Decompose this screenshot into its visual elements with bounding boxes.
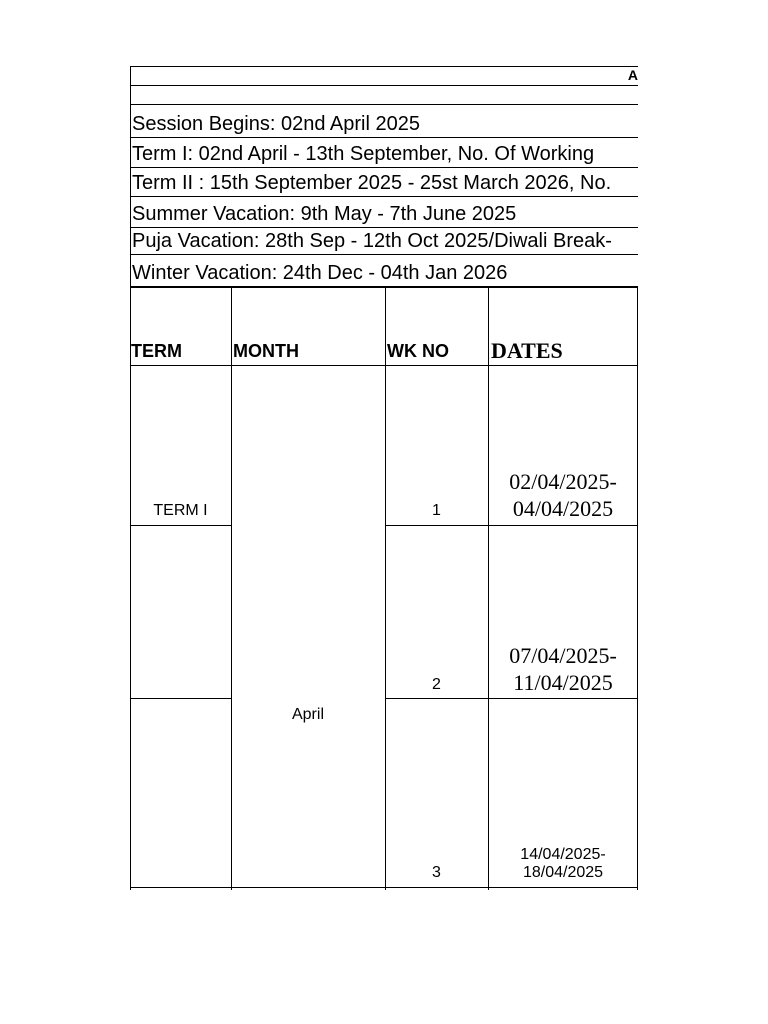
date-range (488, 846, 638, 882)
sheet-title-row (130, 66, 638, 85)
date-range-end: 11/04/2025 (513, 670, 613, 695)
term1-text: Term I: 02nd April - 13th September, No. Of Working (132, 143, 595, 165)
week-number: 3 (432, 864, 441, 881)
calendar-sheet (130, 66, 638, 890)
date-range-start: 14/04/2025- (520, 846, 606, 863)
puja-vacation-text: Puja Vacation: 28th Sep - 12th Oct 2025/Diwali Break- (132, 230, 612, 252)
month-label: April (291, 706, 324, 723)
date-range-end: 04/04/2025 (512, 496, 614, 521)
schedule-table (130, 286, 638, 890)
sheet-title: A (627, 67, 638, 83)
date-range-start: 02/04/2025- (509, 469, 617, 494)
term-label: TERM I (153, 502, 208, 519)
blank-row (130, 85, 638, 104)
column-header-term: TERM (131, 341, 182, 361)
session-begins-text: Session Begins: 02nd April 2025 (132, 113, 420, 135)
summer-vacation-text: Summer Vacation: 9th May - 7th June 2025 (132, 203, 517, 225)
date-range-end: 18/04/2025 (522, 864, 604, 881)
term1-row (130, 137, 638, 167)
winter-vacation-text: Winter Vacation: 24th Dec - 04th Jan 2026 (132, 262, 508, 284)
date-range-start: 07/04/2025- (509, 643, 617, 668)
week-number: 1 (432, 502, 441, 519)
date-range (488, 642, 638, 696)
term2-text: Term II : 15th September 2025 - 25st March 2026, No. (132, 172, 612, 194)
week-number: 2 (432, 676, 441, 693)
summer-vacation-row (130, 196, 638, 227)
winter-vacation-row (130, 254, 638, 286)
date-range (488, 468, 638, 522)
term2-row (130, 167, 638, 196)
column-header-week: WK NO (387, 341, 449, 361)
session-begins-row (130, 104, 638, 137)
column-header-month: MONTH (233, 341, 299, 361)
puja-vacation-row (130, 227, 638, 254)
column-header-dates: DATES (491, 338, 563, 363)
